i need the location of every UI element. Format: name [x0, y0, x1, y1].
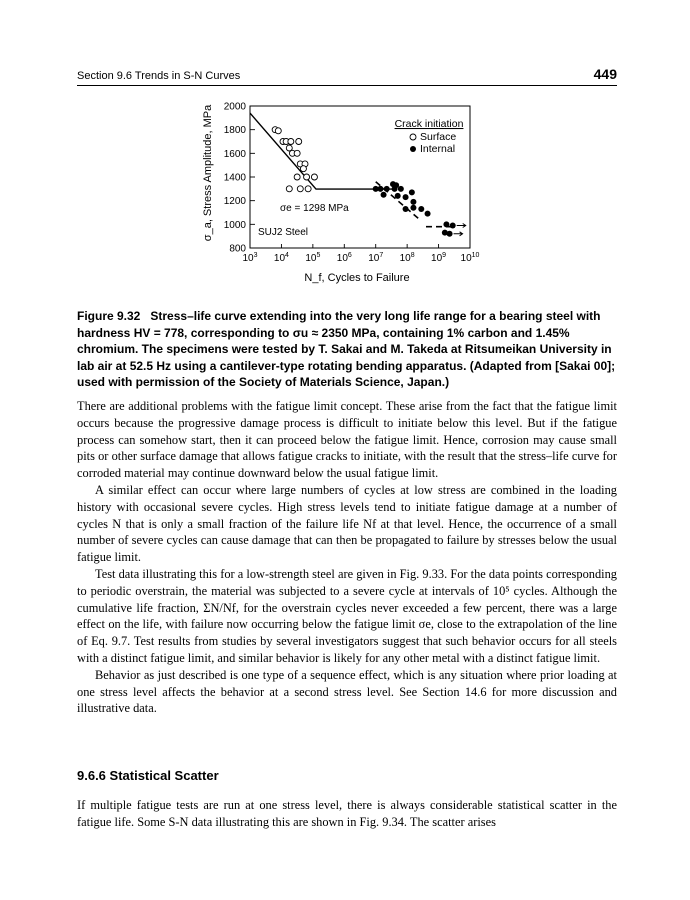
- caption-text: Stress–life curve extending into the very long life range for a bearing steel with hardness HV = 778, corresponding to σu ≈ 2350 MPa, containing 1% carbon and 1.45% chromium. The specimens were tested by T. Sakai and M. Takeda at Ritsumeikan University in lab air at 52.5 Hz using a cantilever-type rotating bending apparatus. (Adapted from [Sakai 00]; used with permission of the Society of Materials Science, Japan.): [77, 309, 616, 389]
- surface-point: [288, 139, 294, 145]
- x-tick-label: $10^4$: [273, 252, 289, 264]
- sn-fit-line: [250, 113, 395, 189]
- paragraph-5: If multiple fatigue tests are run at one stress level, there is always considerable statistical scatter in the fatigue life. Some S-N data illustrating this are shown in Fig. 9.34. The scatter arises: [77, 798, 617, 829]
- y-tick-label: 1800: [223, 125, 246, 137]
- internal-point: [377, 186, 383, 192]
- legend-internal-label: Internal: [420, 143, 456, 155]
- legend-surface-marker: [410, 134, 416, 140]
- y-tick-label: 1600: [223, 148, 246, 160]
- surface-point: [311, 174, 317, 180]
- legend-title: Crack initiation: [394, 118, 464, 130]
- y-tick-label: 1400: [223, 172, 246, 184]
- y-tick-label: 1000: [223, 219, 246, 231]
- internal-point: [450, 223, 456, 229]
- body-text: [77, 398, 617, 717]
- surface-point: [297, 186, 303, 192]
- y-axis-label: σ_a, Stress Amplitude, MPa: [202, 104, 214, 242]
- surface-point: [286, 186, 292, 192]
- section-heading: 9.6.6 Statistical Scatter: [77, 768, 219, 783]
- y-tick-label: 800: [229, 243, 246, 255]
- internal-point: [384, 186, 390, 192]
- paragraph-4: Behavior as just described is one type of a sequence effect, which is any situation where prior loading at one stress level affects the behavior at a second stress level. See Section 14.6 for more discussion and illustrative data.: [77, 667, 617, 716]
- body-text-continued: [77, 797, 617, 831]
- internal-point: [398, 186, 404, 192]
- sn-curve-figure: [195, 98, 495, 290]
- page-number: 449: [593, 66, 617, 82]
- x-tick-label: $10^3$: [242, 252, 258, 264]
- internal-point: [418, 206, 424, 212]
- figure-caption: [77, 308, 617, 391]
- paragraph-1: There are additional problems with the fatigue limit concept. These arise from the fact that the fatigue limit occurs because the progressive damage process is difficult to initiate below this level. But if the fatigue process can somehow start, then it can proceed below the fatigue limit. Hence, corrosion may cause small pits or other surface damage that allows fatigue cracks to initiate, with the result that the stress–life curve for corroded material may continue downward below the usual fatigue limit.: [77, 399, 617, 481]
- y-tick-label: 1200: [223, 196, 246, 208]
- internal-point: [447, 231, 453, 237]
- page-header: [77, 66, 617, 86]
- x-tick-label: $10^8$: [399, 252, 415, 264]
- internal-point: [443, 221, 449, 227]
- header-rule: [77, 85, 617, 86]
- surface-point: [296, 139, 302, 145]
- x-tick-label: $10^7$: [368, 252, 384, 264]
- x-tick-label: $10^{10}$: [460, 252, 480, 264]
- x-tick-label: $10^5$: [305, 252, 321, 264]
- x-axis-label: N_f, Cycles to Failure: [304, 272, 410, 284]
- fatigue-limit-label: σe = 1298 MPa: [280, 203, 349, 214]
- runout-arrow: [457, 224, 466, 228]
- internal-point: [410, 199, 416, 205]
- surface-point: [305, 186, 311, 192]
- internal-point: [403, 194, 409, 200]
- surface-point: [294, 150, 300, 156]
- legend-surface-label: Surface: [420, 131, 457, 143]
- y-tick-label: 2000: [223, 101, 246, 113]
- paragraph-3: Test data illustrating this for a low-strength steel are given in Fig. 9.33. For the data points corresponding to periodic overstrain, the material was subjected to a severe cycle at intervals of 10⁵ cycles. Although the cumulative life fraction, ΣN/Nf, for the overstrain cycles never exceeded a few percent, there was a large effect on the life, with failure now occurring below the fatigue limit σe, close to the extrapolation of the line of Eq. 9.7. Test results from studies by several investigators suggest that such behavior occurs for all steels with a distinct fatigue limit, and similar behavior is likely for any other metal with a distinct fatigue limit.: [77, 566, 617, 665]
- internal-point: [392, 186, 398, 192]
- legend-internal-marker: [410, 146, 416, 152]
- internal-point: [403, 206, 409, 212]
- internal-point: [395, 193, 401, 199]
- legend: [395, 118, 464, 155]
- runout-arrow: [454, 232, 463, 236]
- surface-point: [304, 174, 310, 180]
- internal-point: [381, 192, 387, 198]
- x-tick-label: $10^9$: [431, 252, 447, 264]
- material-label: SUJ2 Steel: [258, 227, 309, 238]
- internal-point: [409, 189, 415, 195]
- paragraph-2: A similar effect can occur where large numbers of cycles at low stress are combined in the loading history with occasional severe cycles. High stress levels tend to initiate fatigue damage at a number of cycles N that is only a small fraction of the failure life Nf at that level. Hence, the occurrence of a small number of severe cycles can cause damage that can then be propagated to failure by stresses below the usual fatigue limit.: [77, 482, 617, 565]
- caption-figure-label: Figure 9.32: [77, 309, 141, 323]
- x-tick-label: $10^6$: [336, 252, 352, 264]
- surface-point: [300, 166, 306, 172]
- running-head-section: Section 9.6 Trends in S-N Curves: [77, 70, 241, 82]
- internal-point: [410, 205, 416, 211]
- surface-point: [294, 174, 300, 180]
- internal-point: [425, 211, 431, 217]
- surface-point: [275, 128, 281, 134]
